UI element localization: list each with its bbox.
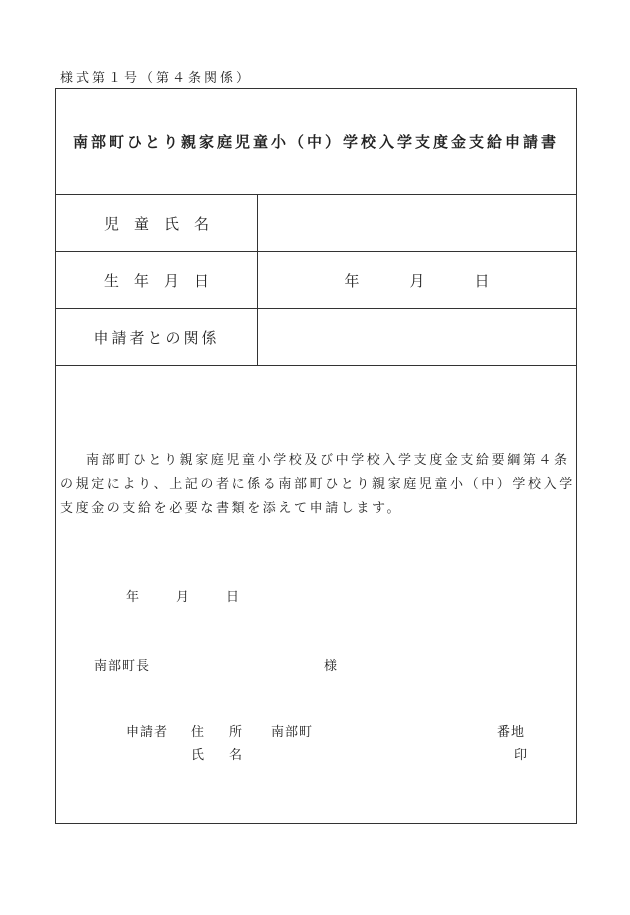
birth-day-unit: 日 xyxy=(474,271,490,290)
relationship-field[interactable] xyxy=(258,309,576,365)
addressee-name: 南部町長 xyxy=(94,659,151,674)
birth-month-unit: 月 xyxy=(409,271,425,290)
child-name-field[interactable] xyxy=(258,195,576,251)
seal-mark: 印 xyxy=(514,748,529,763)
row-relationship xyxy=(56,309,576,366)
address-banchi: 番地 xyxy=(497,725,526,740)
applicant-label: 申請者 xyxy=(126,725,169,740)
relationship-label: 申請者との関係 xyxy=(56,309,258,365)
birth-date-field[interactable] xyxy=(258,252,576,308)
row-birth-date xyxy=(56,252,576,309)
application-form xyxy=(55,88,577,824)
row-child-name xyxy=(56,195,576,252)
application-month-unit: 月 xyxy=(176,590,191,605)
declaration-paragraph: 南部町ひとり親家庭児童小学校及び中学校入学支度金支給要綱第４条の規定により、上記の者に係る南部町ひとり親家庭児童小（中）学校入学支度金の支給を必要な書類を添えて申請します。 xyxy=(60,453,575,516)
form-number: 様式第１号（第４条関係） xyxy=(60,71,253,86)
birth-year-unit: 年 xyxy=(344,271,360,290)
application-day-unit: 日 xyxy=(226,590,241,605)
form-title: 南部町ひとり親家庭児童小（中）学校入学支度金支給申請書 xyxy=(72,133,559,151)
addressee-honorific: 様 xyxy=(324,659,339,674)
address-label: 住 所 xyxy=(191,725,249,740)
application-year-unit: 年 xyxy=(126,590,141,605)
title-cell xyxy=(56,89,576,195)
birth-date-label: 生 年 月 日 xyxy=(56,252,258,308)
name-label: 氏 名 xyxy=(191,748,249,763)
declaration-text xyxy=(60,449,575,521)
child-name-label: 児 童 氏 名 xyxy=(56,195,258,251)
address-town: 南部町 xyxy=(271,725,314,740)
